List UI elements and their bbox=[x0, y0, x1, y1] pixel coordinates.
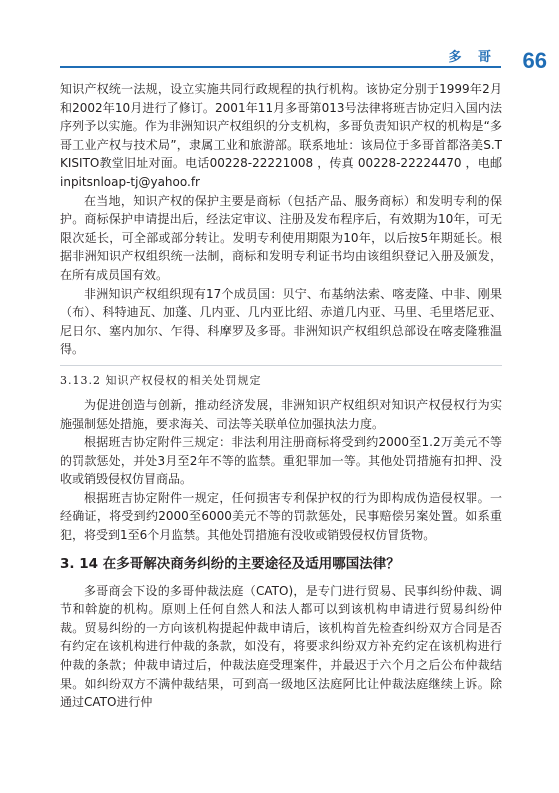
paragraph-arbitration: 多哥商会下设的多哥仲裁法庭（CATO)，是专门进行贸易、民事纠纷仲裁、调节和斡旋的机构。原则上任何自然人和法人都可以到该机构申请进行贸易纠纷仲裁。贸易纠纷的一方向该机构提起仲裁申请后，该机构首先检查纠纷双方合同是否有约定在该机构进行仲裁的条款，如没有，将要求纠纷双方补充约定在该机构进行仲裁的条款；仲裁申请过后，仲裁法庭受理案件，并最迟于六个月之后公布仲裁结果。如纠纷双方不满仲裁结果，可到高一级地区法庭阿比让仲裁法庭继续上诉。除通过CATO进行仲 bbox=[60, 583, 502, 710]
header-rule bbox=[60, 66, 501, 68]
paragraph-member-states: 非洲知识产权组织现有17个成员国：贝宁、布基纳法索、喀麦隆、中非、刚果（布）、科特迪瓦、加蓬、几内亚、几内亚比绍、赤道几内亚、马里、毛里塔尼亚、尼日尔、塞内加尔、乍得、科摩罗及多哥。非洲知识产权组织总部设在喀麦隆雅温得。 bbox=[60, 286, 502, 357]
section-divider bbox=[60, 365, 502, 366]
subsection-heading: 3.13.2 知识产权侵权的相关处罚规定 bbox=[60, 373, 262, 387]
page-number: 66 bbox=[522, 48, 547, 73]
paragraph-patent-penalty: 根据班吉协定附件一规定，任何损害专利保护权的行为即构成伪造侵权罪。一经确证，将受到约2000至6000美元不等的罚款惩处，民事赔偿另案处置。如系重犯，将受到1至6个月监禁。其他处罚措施有没收或销毁侵权仿冒货物。 bbox=[60, 490, 502, 543]
section-heading: 3. 14 在多哥解决商务纠纷的主要途径及适用哪国法律？ bbox=[60, 555, 400, 572]
paragraph-enforcement: 为促进创造与创新，推动经济发展，非洲知识产权组织对知识产权侵权行为实施强制惩处措施，要求海关、司法等关联单位加强执法力度。 bbox=[60, 397, 502, 431]
section-title: 多 哥 bbox=[448, 50, 497, 65]
page-body bbox=[60, 80, 502, 712]
paragraph-trademark-penalty: 根据班吉协定附件三规定：非法利用注册商标将受到约2000至1.2万美元不等的罚款惩处，并处3月至2年不等的监禁。重犯罪加一等。其他处罚措施有扣押、没收或销毁侵权仿冒商品。 bbox=[60, 435, 502, 487]
paragraph-ip-protection: 在当地，知识产权的保护主要是商标（包括产品、服务商标）和发明专利的保护。商标保护申请提出后，经法定审议、注册及发布程序后，有效期为10年，可无限次延长，可全部或部分转让。发明专利使用期限为10年，以后按5年期延长。根据非洲知识产权组织统一法制，商标和发明专利证书均由该组织登记入册及颁发，在所有成员国有效。 bbox=[60, 193, 502, 282]
page-header bbox=[0, 40, 559, 80]
paragraph-continued: 知识产权统一法规，设立实施共同行政规程的执行机构。该协定分别于1999年2月和2002年10月进行了修订。2001年11月多哥第013号法律将班吉协定归入国内法序列予以实施。作为非洲知识产权组织的分支机构，多哥负责知识产权的机构是“多哥工业产权与技术局”，隶属工业和旅游部。联系地址：该局位于多哥首都洛美S.T KISITO教堂旧址对面。电话00228-22221008 ，传真 00228-22224470 ，电邮 inpitsnloap-tj@yahoo.fr bbox=[60, 82, 502, 189]
